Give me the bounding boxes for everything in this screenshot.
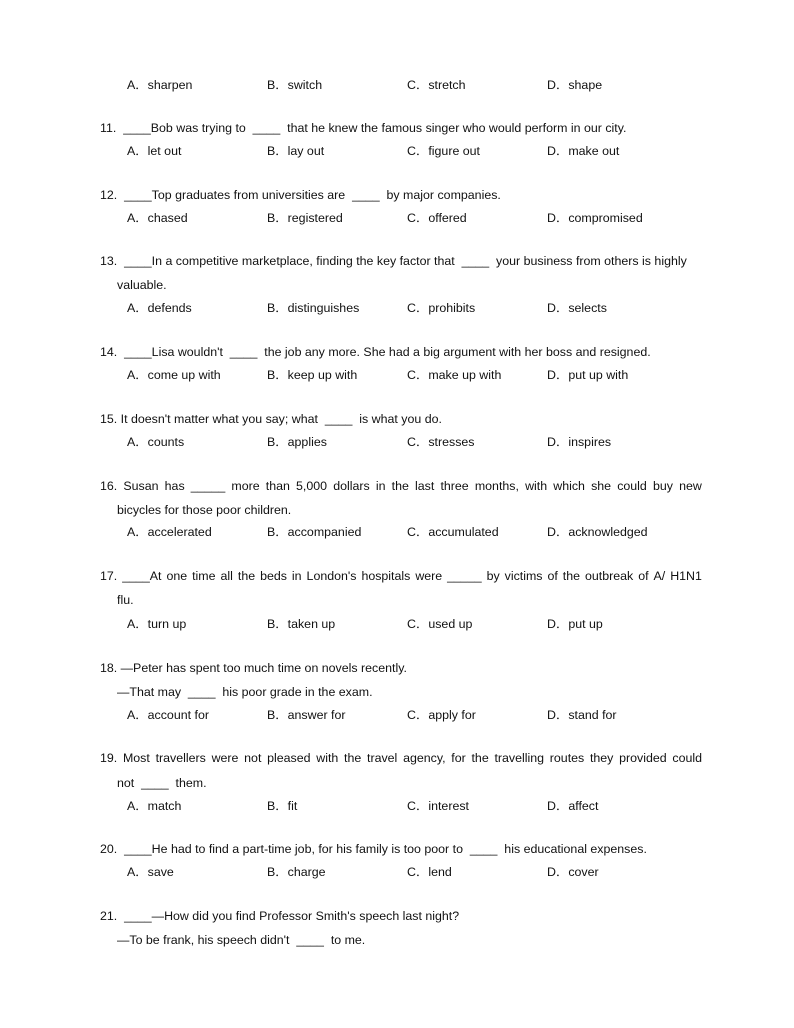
word: which (553, 479, 585, 493)
q10-options (127, 77, 727, 93)
word: she (591, 479, 612, 493)
word: hospitals (361, 569, 411, 583)
option-d: D．compromised (547, 211, 643, 225)
q18-options (127, 707, 727, 723)
word: could (617, 479, 647, 493)
word: new (679, 479, 702, 493)
word: were (415, 569, 443, 583)
option-c: C．accumulated (407, 525, 499, 539)
word: the (562, 569, 581, 583)
question-12-text: 12. ____Top graduates from universities are ____ by major companies. (100, 188, 501, 202)
word: dollars (333, 479, 370, 493)
question-16-text-cont: bicycles for those poor children. (117, 503, 292, 517)
option-b: B．fit (267, 799, 298, 813)
word: in (375, 479, 386, 493)
q16-options (127, 524, 727, 540)
option-d: D．cover (547, 865, 599, 879)
option-d: D．make out (547, 144, 620, 158)
word: Susan (123, 479, 159, 493)
option-a: A．come up with (127, 368, 221, 382)
word: _____ (447, 569, 482, 583)
option-d: D．shape (547, 78, 603, 92)
option-c: C．stresses (407, 435, 475, 449)
option-c: C．interest (407, 799, 469, 813)
option-a: A．match (127, 799, 182, 813)
q14-options (127, 367, 727, 383)
word: 17. (100, 569, 118, 583)
word: than (265, 479, 290, 493)
option-c: C．stretch (407, 78, 466, 92)
option-b: B．taken up (267, 617, 336, 631)
option-d: D．put up with (547, 368, 629, 382)
option-b: B．registered (267, 211, 343, 225)
word: more (231, 479, 260, 493)
word: by (486, 569, 500, 583)
word: 16. (100, 479, 118, 493)
word: the (237, 569, 256, 583)
word: London's (306, 569, 357, 583)
question-11-text: 11. ____Bob was trying to ____ that he knew the famous singer who would perform in our city. (100, 121, 627, 135)
word: A/ (653, 569, 666, 583)
option-b: B．distinguishes (267, 301, 360, 315)
word: with (316, 751, 339, 765)
question-16-text (100, 478, 702, 494)
q19-options (127, 798, 727, 814)
word: routes (549, 751, 585, 765)
word: for (451, 751, 466, 765)
question-13-text: 13. ____In a competitive marketplace, finding the key factor that ____ your business from others is highly (100, 254, 687, 268)
question-17-text-cont: flu. (117, 593, 134, 607)
word: Most (122, 751, 150, 765)
word: travel (367, 751, 398, 765)
option-a: A．defends (127, 301, 192, 315)
question-13-text-cont: valuable. (117, 278, 167, 292)
option-b: B．charge (267, 865, 326, 879)
option-b: B．applies (267, 435, 327, 449)
word: travelling (494, 751, 545, 765)
word: could (672, 751, 702, 765)
option-b: B．accompanied (267, 525, 362, 539)
word: three (440, 479, 469, 493)
option-c: C．used up (407, 617, 473, 631)
option-c: C．make up with (407, 368, 502, 382)
question-17-text (100, 568, 702, 584)
word: the (471, 751, 489, 765)
word: of (547, 569, 558, 583)
option-b: B．answer for (267, 708, 346, 722)
word: last (415, 479, 435, 493)
word: the (344, 751, 362, 765)
q20-options (127, 864, 727, 880)
word: ____At (122, 569, 162, 583)
option-d: D．selects (547, 301, 607, 315)
word: in (291, 569, 302, 583)
question-19-text-cont: not ____ them. (117, 776, 207, 790)
option-b: B．keep up with (267, 368, 358, 382)
q17-options (127, 616, 727, 632)
q11-options (127, 143, 727, 159)
q15-options (127, 434, 727, 450)
option-a: A．counts (127, 435, 185, 449)
question-19-text (100, 750, 702, 766)
word: time (192, 569, 216, 583)
q13-options (127, 300, 727, 316)
word: agency, (403, 751, 446, 765)
option-d: D．inspires (547, 435, 612, 449)
question-18-text: 18. —Peter has spent too much time on novels recently. (100, 661, 407, 675)
word: pleased (267, 751, 311, 765)
question-15-text: 15. It doesn't matter what you say; what ____ is what you do. (100, 412, 442, 426)
question-21-text-cont: —To be frank, his speech didn't ____ to me. (117, 933, 366, 947)
option-c: C．offered (407, 211, 467, 225)
option-c: C．apply for (407, 708, 476, 722)
option-d: D．acknowledged (547, 525, 648, 539)
option-d: D．stand for (547, 708, 617, 722)
word: months, (474, 479, 519, 493)
word: they (589, 751, 614, 765)
word: beds (260, 569, 287, 583)
option-b: B．lay out (267, 144, 325, 158)
word: has (164, 479, 185, 493)
word: outbreak (584, 569, 634, 583)
option-a: A．chased (127, 211, 188, 225)
option-a: A．account for (127, 708, 209, 722)
word: were (211, 751, 239, 765)
option-c: C．figure out (407, 144, 481, 158)
option-c: C．lend (407, 865, 452, 879)
question-18-text-cont: —That may ____ his poor grade in the exam. (117, 685, 373, 699)
question-20-text: 20. ____He had to find a part-time job, for his family is too poor to ____ his educational expenses. (100, 842, 647, 856)
option-d: D．put up (547, 617, 603, 631)
word: travellers (155, 751, 206, 765)
word: H1N1 (670, 569, 702, 583)
option-d: D．affect (547, 799, 599, 813)
word: provided (619, 751, 667, 765)
word: the (391, 479, 409, 493)
option-c: C．prohibits (407, 301, 476, 315)
word: not (244, 751, 262, 765)
option-a: A．turn up (127, 617, 187, 631)
option-a: A．let out (127, 144, 182, 158)
option-a: A．accelerated (127, 525, 212, 539)
word: with (525, 479, 548, 493)
option-b: B．switch (267, 78, 323, 92)
word: victims (504, 569, 543, 583)
word: one (166, 569, 188, 583)
question-21-text: 21. ____—How did you find Professor Smith's speech last night? (100, 909, 460, 923)
word: 19. (100, 751, 118, 765)
word: buy (652, 479, 673, 493)
word: all (220, 569, 233, 583)
q12-options (127, 210, 727, 226)
word: of (638, 569, 649, 583)
word: _____ (190, 479, 226, 493)
option-a: A．save (127, 865, 174, 879)
question-14-text: 14. ____Lisa wouldn't ____ the job any more. She had a big argument with her boss and resigned. (100, 345, 651, 359)
option-a: A．sharpen (127, 78, 193, 92)
word: 5,000 (296, 479, 328, 493)
